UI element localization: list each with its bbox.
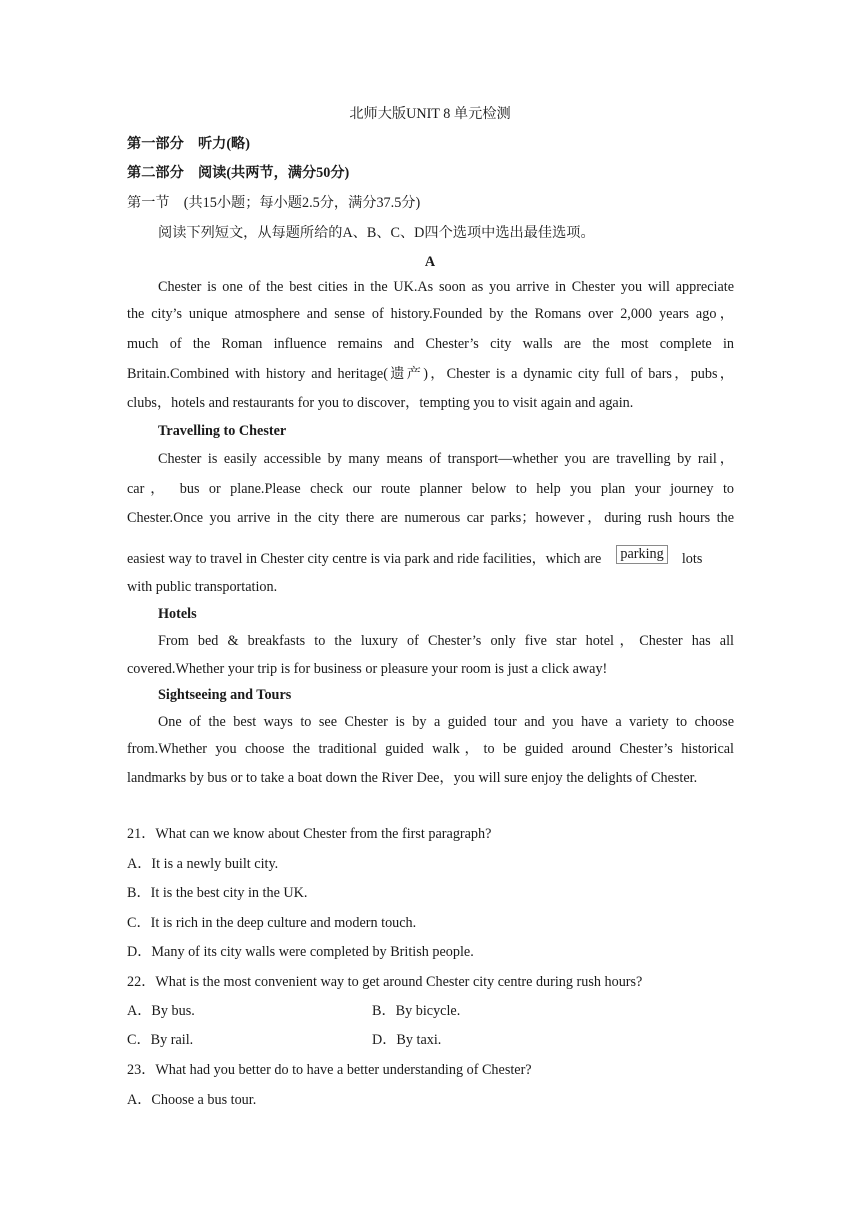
passage-line: the city’s unique atmosphere and sense of history.Founded by the Romans over 2,000 years ago， xyxy=(127,306,734,322)
passage-line: One of the best ways to see Chester is by a guided tour and you have a variety to choose xyxy=(158,714,734,730)
section-one-heading: 第一节 (共15小题；每小题2.5分，满分37.5分) xyxy=(127,195,421,211)
passage-label: A xyxy=(424,254,436,270)
hotels-heading: Hotels xyxy=(158,606,197,622)
question-stem: 23．What had you better do to have a better understanding of Chester? xyxy=(127,1062,532,1078)
passage-line: landmarks by bus or to take a boat down the River Dee，you will sure enjoy the delights of Chester. xyxy=(127,770,698,786)
passage-line: Chester.Once you arrive in the city there are numerous car parks；however，during rush hours the xyxy=(127,510,734,526)
question-stem: 21．What can we know about Chester from the first paragraph? xyxy=(127,826,492,842)
passage-line: clubs，hotels and restaurants for you to discover，tempting you to visit again and again. xyxy=(127,395,634,411)
answer-option: A．By bus. xyxy=(127,1003,195,1019)
answer-option: B．By bicycle. xyxy=(372,1003,461,1019)
passage-line: with public transportation. xyxy=(127,579,278,595)
answer-option: A．Choose a bus tour. xyxy=(127,1092,257,1108)
travel-heading: Travelling to Chester xyxy=(158,423,287,439)
answer-option: C．It is rich in the deep culture and modern touch. xyxy=(127,915,417,931)
passage-text: easiest way to travel in Chester city centre is via park and ride facilities，which are xyxy=(127,551,602,567)
question-stem: 22．What is the most convenient way to get around Chester city centre during rush hours? xyxy=(127,974,643,990)
answer-option: A．It is a newly built city. xyxy=(127,856,279,872)
part-one-heading: 第一部分 听力(略) xyxy=(127,136,250,152)
word-box: parking xyxy=(616,545,667,564)
answer-option: D．Many of its city walls were completed by British people. xyxy=(127,944,474,960)
sightseeing-heading: Sightseeing and Tours xyxy=(158,687,292,703)
passage-line: much of the Roman influence remains and Chester’s city walls are the most complete in xyxy=(127,336,734,352)
instruction-text: 阅读下列短文，从每题所给的A、B、C、D四个选项中选出最佳选项。 xyxy=(158,225,595,241)
passage-line: from.Whether you choose the traditional guided walk，to be guided around Chester’s historical xyxy=(127,741,734,757)
part-two-heading: 第二部分 阅读(共两节，满分50分) xyxy=(127,165,350,181)
answer-option: D．By taxi. xyxy=(372,1032,442,1048)
document-title: 北师大版UNIT 8 单元检测 xyxy=(349,106,511,122)
passage-line: Chester is one of the best cities in the UK.As soon as you arrive in Chester you will appreciate xyxy=(158,279,734,295)
passage-line: covered.Whether your trip is for business or pleasure your room is just a click away! xyxy=(127,661,608,677)
passage-line: From bed & breakfasts to the luxury of Chester’s only five star hotel，Chester has all xyxy=(158,633,734,649)
passage-line: Chester is easily accessible by many means of transport—whether you are travelling by rail， xyxy=(158,451,734,467)
passage-line: car， bus or plane.Please check our route planner below to help you plan your journey to xyxy=(127,481,734,497)
answer-option: B．It is the best city in the UK. xyxy=(127,885,308,901)
passage-line: Britain.Combined with history and heritage(遗产)，Chester is a dynamic city full of bars，pubs， xyxy=(127,366,734,382)
answer-option: C．By rail. xyxy=(127,1032,194,1048)
passage-text: lots xyxy=(681,551,703,567)
passage-line-with-box xyxy=(127,546,734,569)
